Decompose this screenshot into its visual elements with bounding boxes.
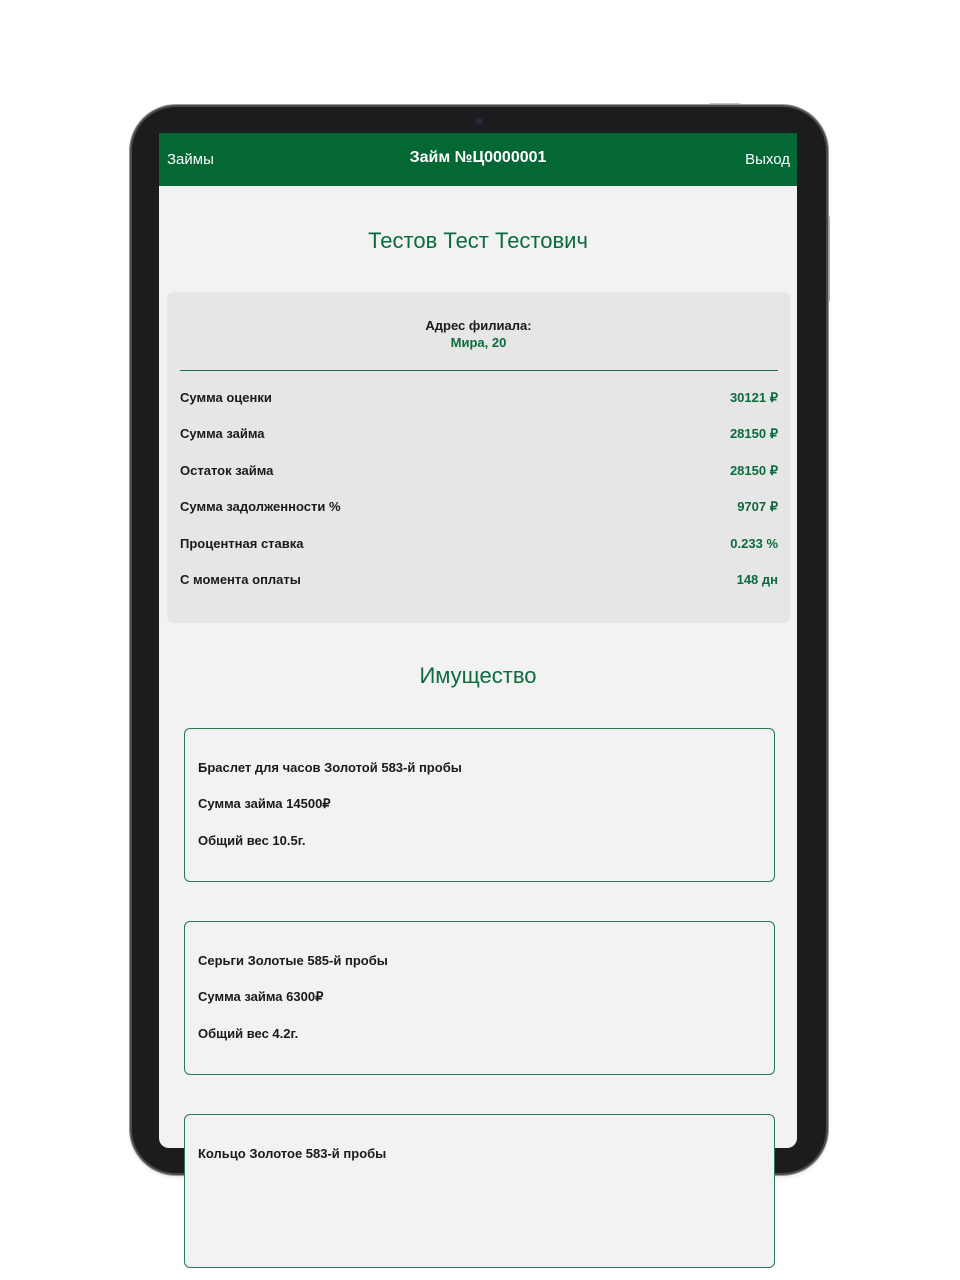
loans-back-link[interactable]: Займы (167, 151, 214, 168)
page-title: Займ №Ц0000001 (409, 149, 547, 166)
property-item-amount: Сумма займа 6300₽ (198, 989, 324, 1004)
detail-row-interest-debt (180, 499, 778, 519)
branch-address-label: Адрес филиала: (425, 318, 532, 333)
detail-row-appraisal (180, 390, 778, 410)
device-side-button (826, 215, 830, 303)
branch-address-value: Мира, 20 (450, 335, 507, 350)
navigation-bar (159, 133, 797, 186)
logout-link[interactable]: Выход (745, 151, 790, 168)
property-item[interactable] (184, 921, 775, 1075)
tablet-frame (132, 107, 826, 1173)
divider (180, 370, 778, 371)
property-item[interactable] (184, 1114, 775, 1268)
detail-label: С момента оплаты (180, 572, 301, 587)
detail-label: Сумма займа (180, 426, 265, 441)
detail-value: 148 дн (736, 572, 778, 587)
loan-info-card (167, 292, 790, 623)
app-screen (159, 133, 797, 1161)
property-item-weight: Общий вес 4.2г. (198, 1026, 299, 1041)
property-item-weight: Общий вес 10.5г. (198, 833, 306, 848)
detail-row-days-since-payment (180, 572, 778, 592)
detail-value: 9707 ₽ (737, 499, 778, 514)
property-item-name: Кольцо Золотое 583-й пробы (198, 1146, 387, 1161)
detail-label: Процентная ставка (180, 536, 304, 551)
detail-row-loan-amount (180, 426, 778, 446)
camera-dot (477, 119, 482, 124)
detail-value: 28150 ₽ (729, 463, 778, 478)
detail-label: Остаток займа (180, 463, 274, 478)
detail-value: 30121 ₽ (729, 390, 778, 405)
detail-row-loan-balance (180, 463, 778, 483)
detail-label: Сумма задолженности % (180, 499, 341, 514)
detail-value: 28150 ₽ (729, 426, 778, 441)
client-name: Тестов Тест Тестович (368, 228, 588, 253)
property-section-title: Имущество (419, 663, 537, 688)
detail-label: Сумма оценки (180, 390, 272, 405)
detail-row-interest-rate (180, 536, 778, 556)
detail-value: 0.233 % (730, 536, 778, 551)
property-item-name: Браслет для часов Золотой 583-й пробы (198, 760, 462, 775)
property-item-amount: Сумма займа 14500₽ (198, 796, 331, 811)
property-item[interactable] (184, 728, 775, 882)
property-item-name: Серьги Золотые 585-й пробы (198, 953, 388, 968)
